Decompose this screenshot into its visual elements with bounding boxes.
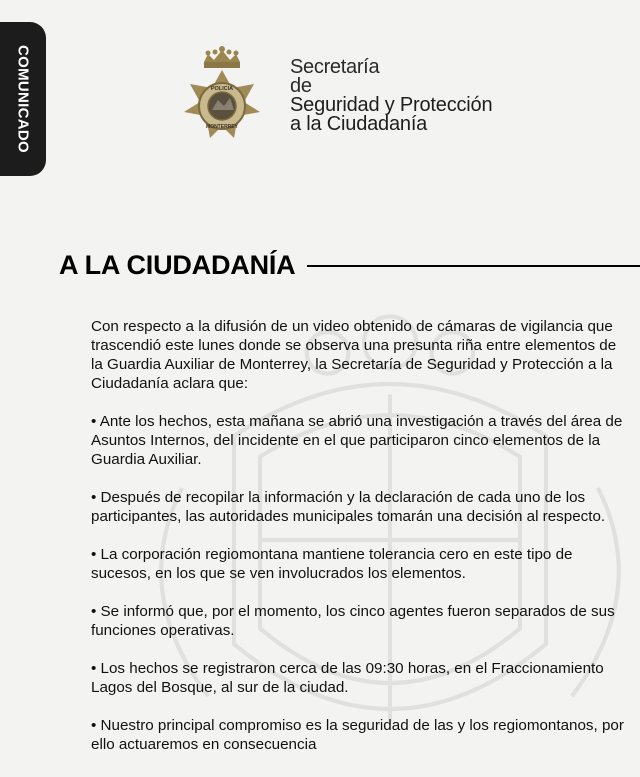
police-badge-logo: [174, 46, 270, 150]
comunicado-label: COMUNICADO: [14, 45, 32, 153]
intro-paragraph: Con respecto a la difusión de un video obtenido de cámaras de vigilancia que trascendió este lunes donde se observa una presunta riña entre elementos de la Guardia Auxiliar de Monterrey, la Secretaría de Seguridad y Protección a la Ciudadanía aclara que:: [91, 318, 617, 392]
bullet-item: • Los hechos se registraron cerca de las 09:30 horas, en el Fraccionamiento Lagos del Bosque, al sur de la ciudad.: [91, 660, 604, 696]
brand-line-2: de: [290, 75, 312, 97]
bullet-item: • Después de recopilar la información y la declaración de cada uno de los participantes, las autoridades municipales tomarán una decisión al respecto.: [91, 489, 606, 525]
page-title: A LA CIUDADANÍA: [59, 250, 296, 280]
headline-rule: [307, 265, 640, 267]
secretariat-brand: [290, 58, 492, 134]
headline-row: [59, 250, 640, 281]
bullet-item: • Ante los hechos, esta mañana se abrió una investigación a través del área de Asuntos Internos, del incidente en el que participaron cinco elementos de la Guardia Auxiliar.: [91, 413, 623, 468]
brand-line-4: a la Ciudadanía: [290, 113, 428, 135]
badge-bottom-text: MONTERREY: [206, 124, 238, 130]
comunicado-tab: [0, 22, 46, 176]
communique-body: [91, 317, 631, 773]
badge-top-text: POLICIA: [210, 86, 234, 92]
bullet-item: • Se informó que, por el momento, los cinco agentes fueron separados de sus funciones operativas.: [91, 603, 615, 639]
bullet-item: • La corporación regiomontana mantiene tolerancia cero en este tipo de sucesos, en los que se ven involucrados los elementos.: [91, 546, 573, 582]
crown-icon: [204, 46, 240, 68]
brand-line-3: Seguridad y Protección: [290, 94, 493, 116]
brand-line-1: Secretaría: [290, 56, 380, 78]
bullet-item: • Nuestro principal compromiso es la seguridad de las y los regiomontanos, por ello actuaremos en consecuencia: [91, 717, 624, 753]
